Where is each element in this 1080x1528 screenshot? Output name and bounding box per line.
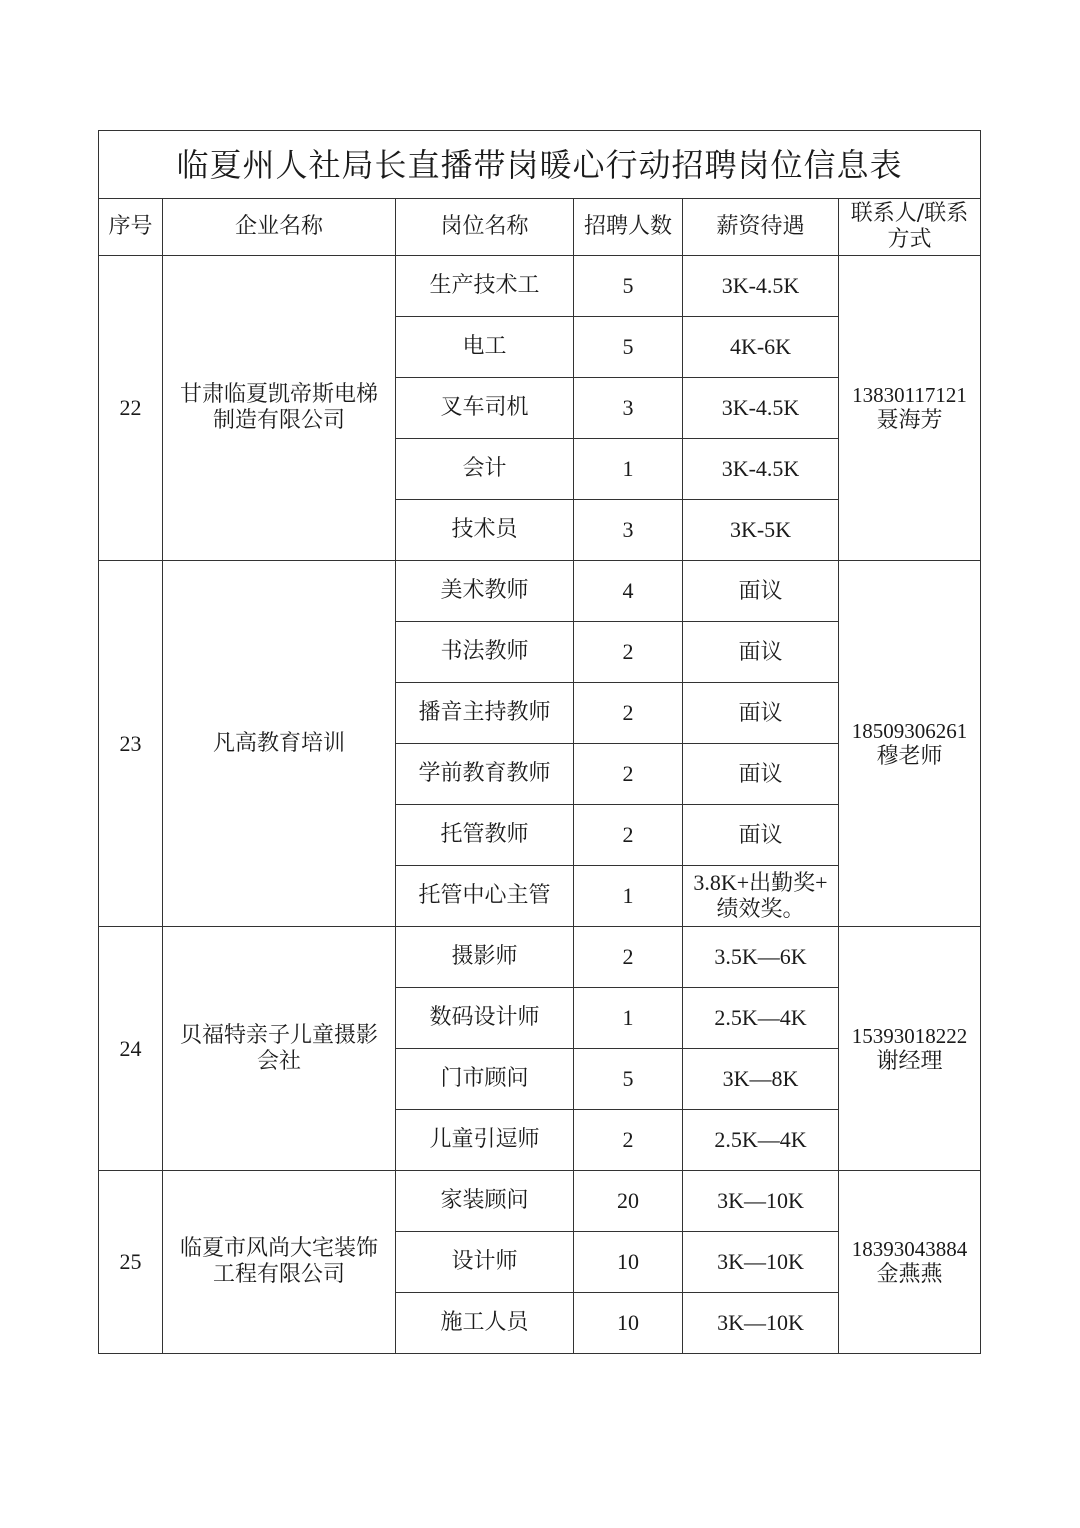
job-salary [683, 1110, 839, 1171]
header-contact-line2: 方式 [887, 227, 932, 252]
job-count: 2 [574, 683, 683, 744]
job-salary [683, 439, 839, 500]
company-contact [839, 256, 981, 561]
job-count: 1 [574, 866, 683, 927]
job-position: 设计师 [396, 1232, 574, 1293]
job-position: 数码设计师 [396, 988, 574, 1049]
job-salary [683, 744, 839, 805]
job-salary-line1: 3K—10K [717, 1310, 804, 1335]
job-salary [683, 378, 839, 439]
contact-name: 聂海芳 [876, 408, 943, 433]
job-position: 播音主持教师 [396, 683, 574, 744]
job-salary [683, 500, 839, 561]
job-count: 5 [574, 317, 683, 378]
contact-name: 穆老师 [876, 743, 943, 769]
header-contact-line1: 联系人/联系 [850, 201, 969, 226]
job-count: 20 [574, 1171, 683, 1232]
job-salary [683, 561, 839, 622]
company-name-line2: 工程有限公司 [212, 1262, 345, 1287]
job-count: 4 [574, 561, 683, 622]
job-position: 施工人员 [396, 1293, 574, 1354]
job-salary-line1: 3K—8K [722, 1066, 799, 1091]
job-salary-line1: 3.8K+出勤奖+ [693, 870, 828, 895]
job-count: 1 [574, 439, 683, 500]
contact-name: 金燕燕 [876, 1262, 943, 1287]
job-position: 儿童引逗师 [396, 1110, 574, 1171]
job-count: 10 [574, 1232, 683, 1293]
job-salary-line1: 4K-6K [729, 334, 792, 359]
header-position: 岗位名称 [396, 199, 574, 256]
company-name-line1: 凡高教育培训 [212, 730, 345, 756]
recruitment-table [98, 130, 981, 1354]
job-salary-line1: 3K-5K [729, 517, 792, 542]
job-position: 美术教师 [396, 561, 574, 622]
job-salary-line1: 2.5K—4K [714, 1005, 807, 1030]
job-position: 摄影师 [396, 927, 574, 988]
job-salary-line1: 3K—10K [717, 1188, 804, 1213]
company-name [163, 927, 396, 1171]
company-name-line1: 甘肃临夏凯帝斯电梯 [179, 382, 378, 407]
job-salary [683, 1232, 839, 1293]
job-position: 书法教师 [396, 622, 574, 683]
job-count: 3 [574, 500, 683, 561]
job-count: 10 [574, 1293, 683, 1354]
contact-phone: 13830117121 [852, 383, 967, 407]
contact-phone: 15393018222 [851, 1023, 968, 1048]
header-row [99, 199, 981, 256]
job-salary-line1: 面议 [738, 639, 783, 664]
table-row [99, 927, 981, 988]
job-salary [683, 317, 839, 378]
job-count: 5 [574, 256, 683, 317]
job-salary-line1: 3K-4.5K [721, 395, 800, 420]
header-contact [839, 199, 981, 256]
company-name [163, 1171, 396, 1354]
job-salary-line1: 面议 [738, 822, 783, 847]
company-seq: 22 [99, 256, 163, 561]
job-salary-line1: 面议 [738, 761, 783, 786]
contact-phone: 18393043884 [851, 1237, 968, 1261]
job-position: 托管中心主管 [396, 866, 574, 927]
company-seq: 25 [99, 1171, 163, 1354]
company-contact [839, 927, 981, 1171]
job-count: 5 [574, 1049, 683, 1110]
job-count: 2 [574, 927, 683, 988]
job-salary-line1: 2.5K—4K [714, 1127, 807, 1152]
job-position: 叉车司机 [396, 378, 574, 439]
job-salary-line1: 3K-4.5K [721, 456, 800, 481]
table-title: 临夏州人社局长直播带岗暖心行动招聘岗位信息表 [99, 131, 981, 199]
job-salary [683, 988, 839, 1049]
header-company: 企业名称 [163, 199, 396, 256]
job-count: 1 [574, 988, 683, 1049]
job-count: 2 [574, 622, 683, 683]
job-salary-line1: 3K—10K [717, 1249, 804, 1274]
table-row [99, 1171, 981, 1232]
company-seq: 24 [99, 927, 163, 1171]
job-salary [683, 866, 839, 927]
job-salary [683, 1049, 839, 1110]
job-salary [683, 683, 839, 744]
header-count: 招聘人数 [574, 199, 683, 256]
job-position: 门市顾问 [396, 1049, 574, 1110]
job-salary-line1: 3K-4.5K [721, 273, 800, 298]
job-salary-line1: 3.5K—6K [714, 944, 807, 969]
contact-name: 谢经理 [876, 1048, 943, 1074]
company-name-line2: 制造有限公司 [212, 408, 345, 433]
job-count: 3 [574, 378, 683, 439]
table-row [99, 561, 981, 622]
job-salary-line1: 面议 [738, 578, 783, 603]
job-salary [683, 805, 839, 866]
job-position: 托管教师 [396, 805, 574, 866]
company-seq: 23 [99, 561, 163, 927]
table-row [99, 256, 981, 317]
job-salary [683, 1171, 839, 1232]
job-count: 2 [574, 744, 683, 805]
contact-phone: 18509306261 [851, 718, 968, 743]
company-name-line1: 贝福特亲子儿童摄影 [179, 1022, 378, 1048]
header-salary: 薪资待遇 [683, 199, 839, 256]
company-name-line2: 会社 [256, 1048, 301, 1074]
company-name [163, 561, 396, 927]
job-position: 学前教育教师 [396, 744, 574, 805]
job-salary-line1: 面议 [738, 700, 783, 725]
job-salary [683, 622, 839, 683]
header-seq: 序号 [99, 199, 163, 256]
job-salary [683, 1293, 839, 1354]
job-salary [683, 927, 839, 988]
company-contact [839, 561, 981, 927]
company-name [163, 256, 396, 561]
company-name-line1: 临夏市风尚大宅装饰 [179, 1236, 378, 1261]
job-position: 家装顾问 [396, 1171, 574, 1232]
recruitment-sheet [98, 130, 980, 1354]
job-position: 生产技术工 [396, 256, 574, 317]
job-count: 2 [574, 1110, 683, 1171]
job-salary [683, 256, 839, 317]
job-position: 会计 [396, 439, 574, 500]
job-count: 2 [574, 805, 683, 866]
job-salary-line2: 绩效奖。 [716, 896, 805, 921]
job-position: 电工 [396, 317, 574, 378]
job-position: 技术员 [396, 500, 574, 561]
company-contact [839, 1171, 981, 1354]
